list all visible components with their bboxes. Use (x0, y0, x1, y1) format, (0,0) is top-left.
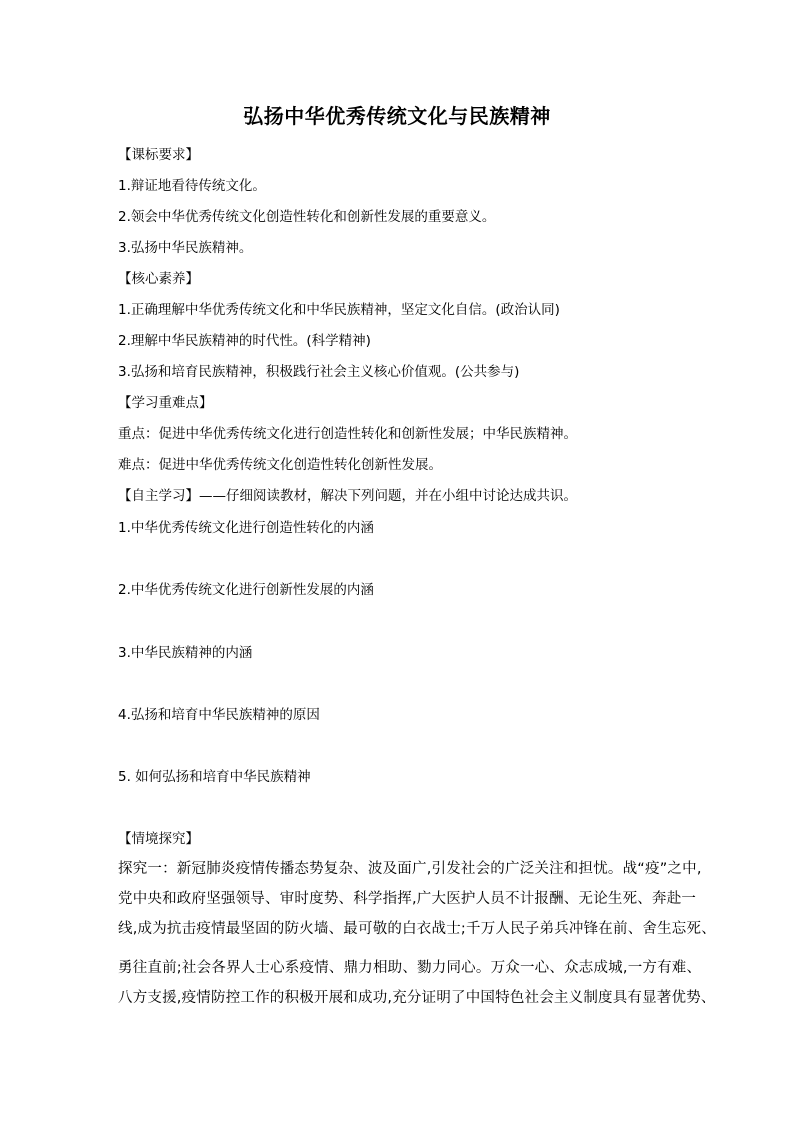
question-item: 5. 如何弘扬和培育中华民族精神 (118, 769, 311, 785)
list-item: 1.辩证地看待传统文化。 (118, 178, 266, 194)
question-item: 4.弘扬和培育中华民族精神的原因 (118, 707, 320, 723)
list-item: 3.弘扬和培育民族精神，积极践行社会主义核心价值观。(公共参与) (118, 364, 520, 380)
difficult-point: 难点：促进中华优秀传统文化创造性转化创新性发展。 (118, 457, 442, 473)
list-item: 3.弘扬中华民族精神。 (118, 240, 253, 256)
section-heading-core: 【核心素养】 (118, 271, 199, 287)
section-heading-curriculum: 【课标要求】 (118, 147, 199, 163)
question-item: 1.中华优秀传统文化进行创造性转化的内涵 (118, 520, 374, 536)
section-heading-self-study: 【自主学习】——仔细阅读教材，解决下列问题，并在小组中讨论达成共识。 (118, 488, 577, 504)
question-item: 2.中华优秀传统文化进行创新性发展的内涵 (118, 582, 374, 598)
page-title: 弘扬中华优秀传统文化与民族精神 (243, 104, 551, 128)
paragraph-line: 勇往直前;社会各界人士心系疫情、鼎力相助、勠力同心。万众一心、众志成城,一方有难、 (118, 960, 702, 976)
list-item: 1.正确理解中华优秀传统文化和中华民族精神，坚定文化自信。(政治认同) (118, 302, 560, 318)
paragraph-line: 探究一：新冠肺炎疫情传播态势复杂、波及面广,引发社会的广泛关注和担忧。战“疫”之中, (118, 861, 702, 877)
paragraph-line: 线,成为抗击疫情最坚固的防火墙、最可敬的白衣战士;千万人民子弟兵冲锋在前、舍生忘死、 (118, 921, 716, 937)
section-heading-key-points: 【学习重难点】 (118, 395, 213, 411)
list-item: 2.理解中华民族精神的时代性。(科学精神) (118, 333, 371, 349)
paragraph-line: 八方支援,疫情防控工作的积极开展和成功,充分证明了中国特色社会主义制度具有显著优势、 (118, 990, 716, 1006)
section-heading-inquiry: 【情境探究】 (118, 831, 199, 847)
list-item: 2.领会中华优秀传统文化创造性转化和创新性发展的重要意义。 (118, 209, 496, 225)
key-point: 重点：促进中华优秀传统文化进行创造性转化和创新性发展；中华民族精神。 (118, 426, 577, 442)
question-item: 3.中华民族精神的内涵 (118, 645, 253, 661)
paragraph-line: 党中央和政府坚强领导、审时度势、科学指挥,广大医护人员不计报酬、无论生死、奔赴一 (118, 891, 697, 907)
